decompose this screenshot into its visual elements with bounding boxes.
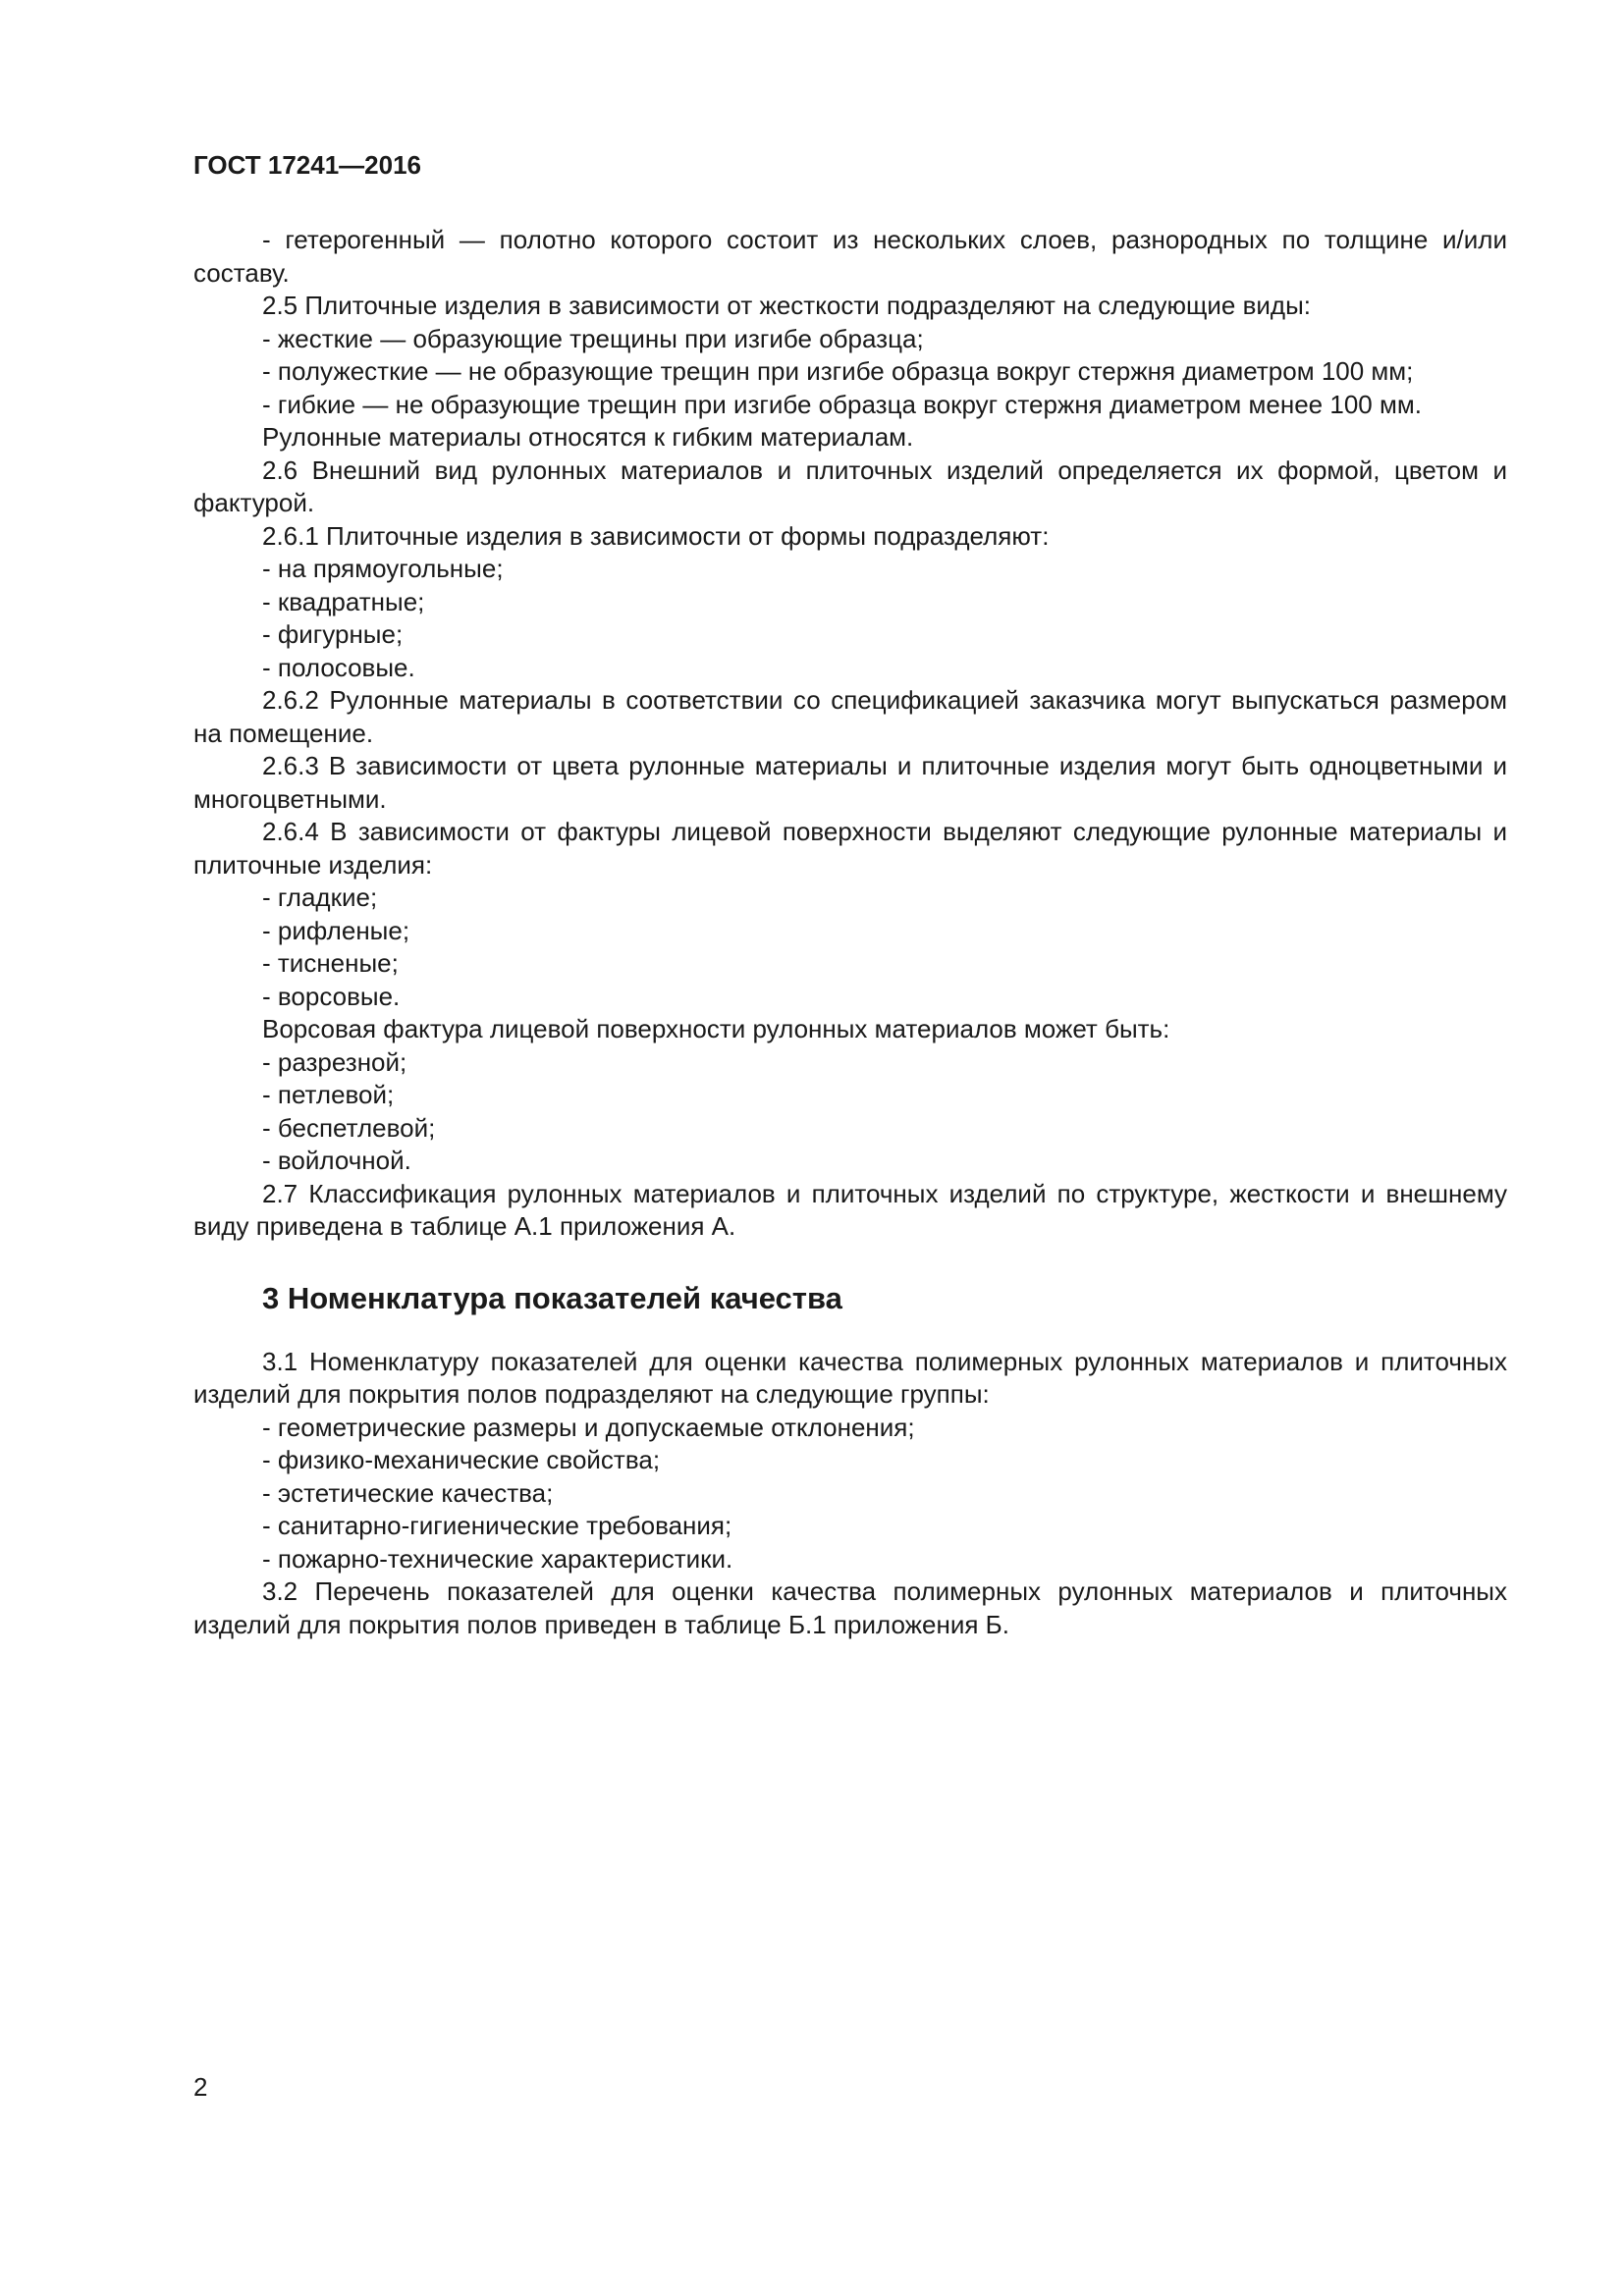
list-item: - пожарно-технические характеристики. bbox=[262, 1543, 733, 1574]
list-item: - геометрические размеры и допускаемые отклонения; bbox=[262, 1412, 915, 1442]
list-item: - санитарно-гигиенические требования; bbox=[262, 1511, 732, 1540]
list-item: - полосовые. bbox=[262, 652, 415, 682]
list-item: - фигурные; bbox=[262, 619, 404, 649]
list-item: - рифленые; bbox=[262, 915, 410, 945]
paragraph: 3.1 Номенклатуру показателей для оценки качества полимерных рулонных материалов и плиточных изделий для покрытия полов подразделяют на следующие группы: bbox=[193, 1346, 1507, 1409]
list-item: - петлевой; bbox=[262, 1080, 395, 1109]
list-item: - гибкие — не образующие трещин при изгибе образца вокруг стержня диаметром менее 100 мм. bbox=[262, 389, 1422, 419]
section-title: 3 Номенклатура показателей качества bbox=[262, 1280, 842, 1315]
list-item: - тисненые; bbox=[262, 948, 399, 978]
list-item: Рулонные материалы относятся к гибким материалам. bbox=[262, 422, 914, 452]
list-item: - гладкие; bbox=[262, 882, 378, 912]
list-item: - эстетические качества; bbox=[262, 1477, 554, 1508]
paragraph: - гетерогенный — полотно которого состоит из нескольких слоев, разнородных по толщине и/или составу. bbox=[193, 225, 1507, 288]
paragraph: 2.6.2 Рулонные материалы в соответствии со спецификацией заказчика могут выпускаться размером на помещение. bbox=[193, 685, 1507, 748]
list-item: - жесткие — образующие трещины при изгибе образца; bbox=[262, 323, 924, 353]
list-item: - ворсовые. bbox=[262, 981, 401, 1011]
paragraph: 2.6.4 В зависимости от фактуры лицевой поверхности выделяют следующие рулонные материалы и плиточные изделия: bbox=[193, 817, 1507, 880]
document-code-header: ГОСТ 17241—2016 bbox=[193, 150, 421, 180]
paragraph: 2.5 Плиточные изделия в зависимости от жесткости подразделяют на следующие виды: bbox=[262, 291, 1311, 320]
paragraph: 2.7 Классификация рулонных материалов и плиточных изделий по структуре, жесткости и внешнему виду приведена в таблице А.1 приложения А. bbox=[193, 1178, 1507, 1241]
list-item: Ворсовая фактура лицевой поверхности рулонных материалов может быть: bbox=[262, 1014, 1170, 1043]
document-body bbox=[193, 224, 1507, 1641]
list-item: - физико-механические свойства; bbox=[262, 1445, 661, 1474]
paragraph: 2.6 Внешний вид рулонных материалов и плиточных изделий определяется их формой, цветом и фактурой. bbox=[193, 454, 1507, 517]
paragraph: 3.2 Перечень показателей для оценки качества полимерных рулонных материалов и плиточных изделий для покрытия полов приведен в таблице Б.1 приложения Б. bbox=[193, 1576, 1507, 1639]
list-item: - беспетлевой; bbox=[262, 1112, 436, 1143]
paragraph: 2.6.3 В зависимости от цвета рулонные материалы и плиточные изделия могут быть одноцветными и многоцветными. bbox=[193, 751, 1507, 814]
list-item: - войлочной. bbox=[262, 1146, 411, 1175]
list-item: - на прямоугольные; bbox=[262, 554, 504, 583]
list-item: - разрезной; bbox=[262, 1046, 407, 1077]
page-number: 2 bbox=[193, 2072, 208, 2102]
paragraph: 2.6.1 Плиточные изделия в зависимости от формы подразделяют: bbox=[262, 520, 1050, 551]
list-item: - полужесткие — не образующие трещин при изгибе образца вокруг стержня диаметром 100 мм; bbox=[262, 356, 1414, 386]
list-item: - квадратные; bbox=[262, 586, 425, 616]
